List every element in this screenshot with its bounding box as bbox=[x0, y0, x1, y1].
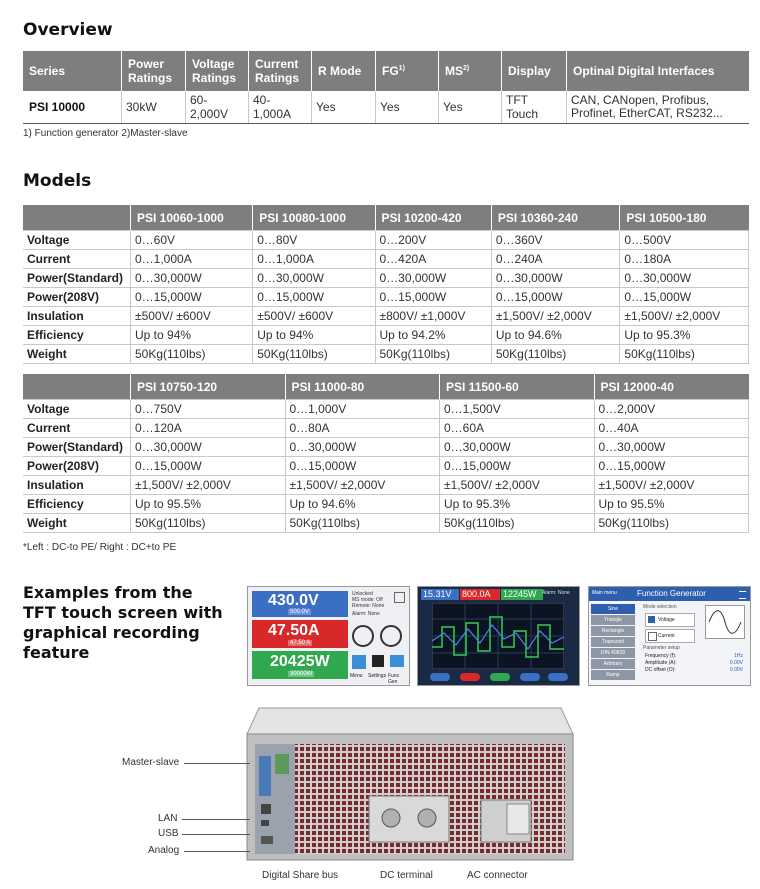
device-label-pointer bbox=[184, 763, 250, 764]
graph-btn-3[interactable] bbox=[490, 673, 510, 681]
spec-label: Voltage bbox=[23, 400, 131, 419]
spec-value: 0…2,000V bbox=[594, 400, 749, 419]
table-row bbox=[23, 495, 749, 514]
waveform-item[interactable]: Trapezoid bbox=[591, 637, 635, 647]
menu-icon[interactable] bbox=[352, 655, 366, 669]
spec-label: Power(208V) bbox=[23, 288, 131, 307]
table-row bbox=[23, 419, 749, 438]
funcgen-icon[interactable] bbox=[390, 655, 404, 667]
examples-title: Examples from the TFT touch screen with graphical recording feature bbox=[23, 583, 223, 662]
voltage-value: 430.0V bbox=[268, 592, 319, 609]
graph-btn-2[interactable] bbox=[460, 673, 480, 681]
waveform-list bbox=[591, 604, 635, 681]
power-display bbox=[252, 651, 348, 679]
status-info: Unlocked MS mode: Off Remote: None bbox=[352, 591, 385, 609]
overview-footnote: 1) Function generator 2)Master-slave bbox=[23, 128, 188, 139]
spec-value: Up to 94.6% bbox=[491, 326, 620, 345]
model-header: PSI 10500-180 bbox=[620, 205, 749, 231]
current-mode-label: Current bbox=[658, 633, 675, 639]
spec-label: Current bbox=[23, 419, 131, 438]
spec-value: 0…30,000W bbox=[620, 269, 749, 288]
spec-value: 0…15,000W bbox=[440, 457, 595, 476]
power-toggle-icon[interactable] bbox=[380, 625, 402, 647]
tft-screen-funcgen bbox=[588, 586, 751, 686]
spec-value: 0…1,500V bbox=[440, 400, 595, 419]
spec-label: Power(208V) bbox=[23, 457, 131, 476]
spec-value: Up to 95.3% bbox=[440, 495, 595, 514]
spec-label: Weight bbox=[23, 345, 131, 364]
overview-cell-power: 30kW bbox=[122, 91, 186, 123]
overview-cell-current: 40-1,000A bbox=[249, 91, 312, 123]
param-setup-label: Parameter setup bbox=[643, 645, 680, 651]
device-label-bottom: AC connector bbox=[467, 870, 528, 881]
spec-value: 0…1,000V bbox=[285, 400, 440, 419]
spec-value: 0…500V bbox=[620, 231, 749, 250]
spec-value: 50Kg(110lbs) bbox=[131, 514, 286, 533]
spec-value: 50Kg(110lbs) bbox=[131, 345, 253, 364]
spec-value: 0…15,000W bbox=[253, 288, 375, 307]
param-value: 0.00V bbox=[729, 667, 743, 673]
overview-header-power: Power Ratings bbox=[122, 51, 186, 91]
spec-value: 50Kg(110lbs) bbox=[253, 345, 375, 364]
spec-value: 50Kg(110lbs) bbox=[285, 514, 440, 533]
spec-value: 0…180A bbox=[620, 250, 749, 269]
funcgen-titlebar bbox=[589, 587, 750, 601]
device-label-pointer bbox=[182, 819, 250, 820]
spec-value: ±500V/ ±600V bbox=[253, 307, 375, 326]
model-header-blank bbox=[23, 205, 131, 231]
ms-footnote-mark: 2) bbox=[463, 65, 470, 72]
models-table-1 bbox=[23, 205, 749, 364]
spec-label: Power(Standard) bbox=[23, 438, 131, 457]
param-row[interactable] bbox=[645, 660, 745, 667]
spec-value: 0…200V bbox=[375, 231, 491, 250]
overview-cell-rmode: Yes bbox=[312, 91, 376, 123]
spec-value: ±1,500V/ ±2,000V bbox=[620, 307, 749, 326]
overview-header-voltage: Voltage Ratings bbox=[186, 51, 249, 91]
spec-label: Power(Standard) bbox=[23, 269, 131, 288]
spec-value: 0…30,000W bbox=[253, 269, 375, 288]
spec-value: 0…15,000W bbox=[491, 288, 620, 307]
model-header: PSI 10200-420 bbox=[375, 205, 491, 231]
power-setpoint: 30000W bbox=[290, 671, 313, 677]
overview-header-rmode: R Mode bbox=[312, 51, 376, 91]
spec-value: 0…1,000A bbox=[131, 250, 253, 269]
spec-value: 50Kg(110lbs) bbox=[440, 514, 595, 533]
alarm-status: Alarm: None bbox=[352, 611, 380, 617]
overview-header-ms: MS$^{2)}$ bbox=[439, 51, 502, 91]
lock-icon[interactable] bbox=[394, 592, 405, 603]
spec-value: 50Kg(110lbs) bbox=[620, 345, 749, 364]
table-row bbox=[23, 476, 749, 495]
waveform-item[interactable]: Triangle bbox=[591, 615, 635, 625]
table-row bbox=[23, 307, 749, 326]
spec-value: 50Kg(110lbs) bbox=[491, 345, 620, 364]
device-label-pointer bbox=[184, 851, 250, 852]
graph-power: 12245W bbox=[501, 589, 543, 600]
model-header: PSI 10750-120 bbox=[131, 374, 286, 400]
overview-cell-ms: Yes bbox=[439, 91, 502, 123]
spec-value: 0…30,000W bbox=[131, 269, 253, 288]
tft-screen-graph bbox=[417, 586, 580, 686]
overview-header-fg: FG$^{1)}$ bbox=[376, 51, 439, 91]
spec-value: 0…15,000W bbox=[131, 457, 286, 476]
spec-value: ±1,500V/ ±2,000V bbox=[491, 307, 620, 326]
device-label-left: Analog bbox=[148, 845, 180, 856]
table-row bbox=[23, 400, 749, 419]
device-label-pointer bbox=[182, 834, 250, 835]
spec-value: 0…80A bbox=[285, 419, 440, 438]
param-row[interactable] bbox=[645, 653, 745, 660]
spec-value: ±1,500V/ ±2,000V bbox=[594, 476, 749, 495]
param-row[interactable] bbox=[645, 667, 745, 674]
model-header: PSI 11000-80 bbox=[285, 374, 440, 400]
spec-value: 0…1,000A bbox=[253, 250, 375, 269]
models-table-2 bbox=[23, 374, 749, 533]
param-label: DC offset (O): bbox=[645, 667, 676, 673]
models-title: Models bbox=[23, 171, 92, 191]
spec-value: 0…750V bbox=[131, 400, 286, 419]
table-row bbox=[23, 269, 749, 288]
fg-footnote-mark: 1) bbox=[398, 65, 405, 72]
table-row bbox=[23, 250, 749, 269]
spec-value: 0…15,000W bbox=[131, 288, 253, 307]
spec-value: 0…360V bbox=[491, 231, 620, 250]
spec-value: 0…30,000W bbox=[594, 438, 749, 457]
recording-graph bbox=[432, 603, 564, 669]
model-header: PSI 10080-1000 bbox=[253, 205, 375, 231]
spec-value: 0…30,000W bbox=[375, 269, 491, 288]
voltage-mode-check-icon bbox=[648, 616, 655, 623]
device-label-left: Master-slave bbox=[122, 757, 180, 768]
waveform-item[interactable]: Arbitrary bbox=[591, 659, 635, 669]
overview-cell-voltage: 60-2,000V bbox=[186, 91, 249, 123]
spec-value: ±1,500V/ ±2,000V bbox=[131, 476, 286, 495]
spec-value: 0…15,000W bbox=[285, 457, 440, 476]
hamburger-icon[interactable] bbox=[739, 591, 746, 599]
table-row bbox=[23, 231, 749, 250]
spec-label: Efficiency bbox=[23, 326, 131, 345]
waveform-item[interactable]: Rectangle bbox=[591, 626, 635, 636]
graph-voltage: 15.31V bbox=[421, 589, 459, 600]
current-mode-option[interactable] bbox=[645, 629, 695, 643]
graph-btn-1[interactable] bbox=[430, 673, 450, 681]
graph-btn-4[interactable] bbox=[520, 673, 540, 681]
model-header: PSI 12000-40 bbox=[594, 374, 749, 400]
overview-header-display: Display bbox=[502, 51, 567, 91]
table-row bbox=[23, 326, 749, 345]
spec-value: 0…30,000W bbox=[285, 438, 440, 457]
spec-value: 50Kg(110lbs) bbox=[375, 345, 491, 364]
spec-value: 0…30,000W bbox=[131, 438, 286, 457]
spec-value: Up to 94.2% bbox=[375, 326, 491, 345]
spec-value: Up to 95.5% bbox=[594, 495, 749, 514]
voltage-mode-label: Voltage bbox=[658, 617, 675, 623]
table-row bbox=[23, 288, 749, 307]
table-row bbox=[23, 514, 749, 533]
power-value: 20425W bbox=[270, 653, 330, 670]
spec-value: 0…40A bbox=[594, 419, 749, 438]
spec-value: 0…15,000W bbox=[594, 457, 749, 476]
spec-value: ±500V/ ±600V bbox=[131, 307, 253, 326]
device-label-left: LAN bbox=[158, 813, 178, 824]
waveform-item[interactable]: Sine bbox=[591, 604, 635, 614]
spec-value: Up to 94.6% bbox=[285, 495, 440, 514]
tft-screen-main bbox=[247, 586, 410, 686]
sine-preview-icon bbox=[705, 605, 745, 639]
param-value: 0.00V bbox=[729, 660, 743, 666]
current-value: 47.50A bbox=[268, 622, 320, 639]
overview-header-current: Current Ratings bbox=[249, 51, 312, 91]
current-display bbox=[252, 620, 348, 648]
models-footnote: *Left : DC-to PE/ Right : DC+to PE bbox=[23, 542, 177, 553]
settings-icon[interactable] bbox=[372, 655, 384, 667]
voltage-mode-option[interactable] bbox=[645, 613, 695, 627]
overview-header-series: Series bbox=[23, 51, 122, 91]
device-rear-panel bbox=[245, 704, 575, 864]
spec-value: 0…15,000W bbox=[620, 288, 749, 307]
param-list bbox=[645, 653, 745, 674]
voltage-setpoint: 500.0V bbox=[290, 609, 310, 615]
graph-current: 800.0A bbox=[460, 589, 500, 600]
spec-value: 0…120A bbox=[131, 419, 286, 438]
model-header: PSI 10360-240 bbox=[491, 205, 620, 231]
table-row bbox=[23, 438, 749, 457]
spec-value: 0…240A bbox=[491, 250, 620, 269]
funcgen-title: Function Generator bbox=[637, 589, 706, 598]
overview-cell-series: PSI 10000 bbox=[23, 91, 122, 123]
device-label-bottom: Digital Share bus bbox=[262, 870, 339, 881]
spec-value: ±1,500V/ ±2,000V bbox=[285, 476, 440, 495]
graph-alarm: Alarm: None bbox=[542, 590, 570, 596]
overview-cell-interfaces: CAN, CANopen, Profibus, Profinet, EtherCAT, RS232... bbox=[567, 91, 750, 123]
model-header: PSI 10060-1000 bbox=[131, 205, 253, 231]
funcgen-label: Func Gen bbox=[388, 673, 400, 685]
overview-cell-display: TFT Touch bbox=[502, 91, 567, 123]
graph-btn-5[interactable] bbox=[548, 673, 568, 681]
spec-value: 0…60V bbox=[131, 231, 253, 250]
spec-value: 0…15,000W bbox=[375, 288, 491, 307]
model-header-blank bbox=[23, 374, 131, 400]
param-label: Frequency (f): bbox=[645, 653, 677, 659]
overview-header-interfaces: Optinal Digital Interfaces bbox=[567, 51, 750, 91]
spec-label: Weight bbox=[23, 514, 131, 533]
mode-selection-label: Mode selection bbox=[643, 604, 677, 610]
spec-label: Current bbox=[23, 250, 131, 269]
main-menu-button[interactable]: Main menu bbox=[592, 590, 617, 596]
waveform-item[interactable]: DIN 40839 bbox=[591, 648, 635, 658]
spec-label: Efficiency bbox=[23, 495, 131, 514]
param-label: Amplitude (A): bbox=[645, 660, 677, 666]
spec-value: 50Kg(110lbs) bbox=[594, 514, 749, 533]
spec-value: 0…80V bbox=[253, 231, 375, 250]
menu-label: Menu bbox=[350, 673, 363, 679]
table-row bbox=[23, 345, 749, 364]
spec-label: Voltage bbox=[23, 231, 131, 250]
spec-value: 0…420A bbox=[375, 250, 491, 269]
spec-value: Up to 94% bbox=[131, 326, 253, 345]
output-on-icon[interactable] bbox=[352, 625, 374, 647]
current-setpoint: 47.50 A bbox=[290, 640, 311, 646]
table-row bbox=[23, 457, 749, 476]
spec-value: Up to 94% bbox=[253, 326, 375, 345]
settings-label: Settings bbox=[368, 673, 387, 679]
spec-value: Up to 95.5% bbox=[131, 495, 286, 514]
spec-value: ±1,500V/ ±2,000V bbox=[440, 476, 595, 495]
waveform-item[interactable]: Ramp bbox=[591, 670, 635, 680]
model-header: PSI 11500-60 bbox=[440, 374, 595, 400]
param-value: 1Hz bbox=[734, 653, 743, 659]
current-mode-check-icon bbox=[648, 632, 657, 641]
overview-table bbox=[23, 51, 749, 124]
spec-value: ±800V/ ±1,000V bbox=[375, 307, 491, 326]
device-label-bottom: DC terminal bbox=[380, 870, 433, 881]
overview-title: Overview bbox=[23, 20, 113, 40]
spec-label: Insulation bbox=[23, 307, 131, 326]
spec-value: 0…30,000W bbox=[440, 438, 595, 457]
overview-cell-fg: Yes bbox=[376, 91, 439, 123]
spec-value: 0…30,000W bbox=[491, 269, 620, 288]
spec-label: Insulation bbox=[23, 476, 131, 495]
device-label-left: USB bbox=[158, 828, 179, 839]
voltage-display bbox=[252, 591, 348, 617]
spec-value: Up to 95.3% bbox=[620, 326, 749, 345]
spec-value: 0…60A bbox=[440, 419, 595, 438]
